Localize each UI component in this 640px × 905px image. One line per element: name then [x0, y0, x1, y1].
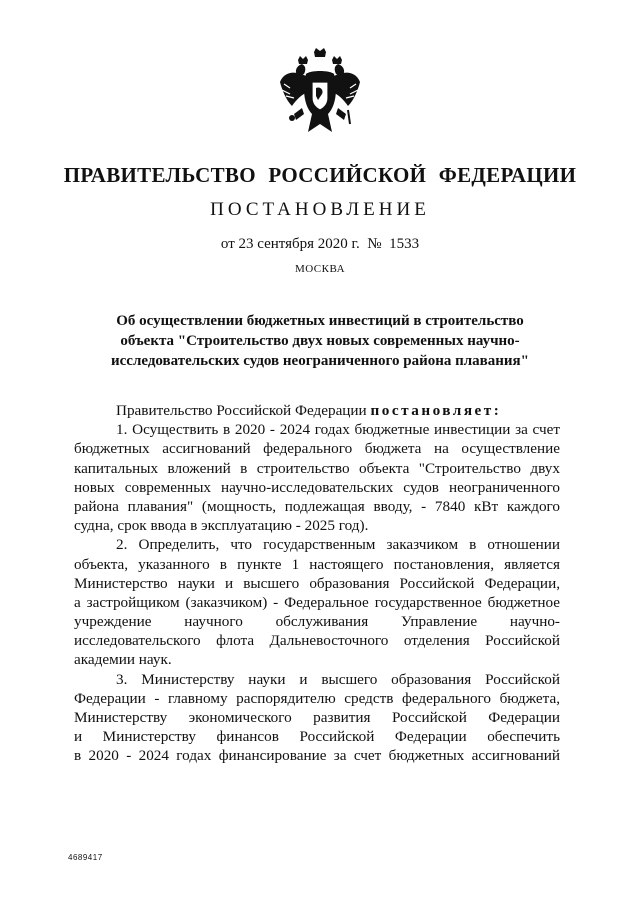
document-subject	[90, 311, 550, 371]
document-number: № 1533	[367, 236, 420, 252]
paragraph-line: Министерству экономического развития Российской Федерации	[74, 709, 560, 726]
paragraph-line: учреждение научного обслуживания Управление научно-	[74, 613, 560, 631]
preamble-emphasis: постановляет:	[370, 402, 502, 419]
paragraph-1	[74, 420, 560, 535]
paragraph-line: исследовательского флота Дальневосточного отделения Российской	[74, 632, 560, 650]
paragraph-line: 2. Определить, что государственным заказчиком в отношении	[116, 536, 560, 554]
paragraph-line: района плавания" (мощность, подлежащая вводу, - 7840 кВт каждого	[74, 497, 560, 515]
paragraph-line: Федерации - главному распорядителю средств федерального бюджета,	[74, 689, 560, 707]
document-date-number	[0, 236, 640, 253]
paragraph-3	[74, 670, 560, 766]
coat-of-arms-icon	[276, 48, 364, 144]
preamble-text: Правительство Российской Федерации	[116, 402, 371, 419]
paragraph-line: капитальных вложений в строительство объекта "Строительство двух	[74, 459, 560, 477]
paragraph-line: 1. Осуществить в 2020 - 2024 годах бюджетные инвестиции за счет	[116, 421, 560, 439]
document-id: 4689417	[68, 853, 103, 862]
document-type: ПОСТАНОВЛЕНИЕ	[210, 199, 430, 220]
document-date: от 23 сентября 2020 г.	[220, 236, 360, 252]
subject-line: исследовательских судов неограниченного района плавания"	[110, 353, 529, 369]
coat-of-arms-emblem	[276, 48, 364, 144]
paragraph-line: судна, срок ввода в эксплуатацию - 2025 год).	[74, 517, 369, 535]
paragraph-line: и Министерству финансов Российской Федерации обеспечить	[74, 728, 560, 746]
preamble	[74, 401, 560, 420]
subject-line: Об осуществлении бюджетных инвестиций в строительство	[116, 313, 524, 329]
paragraph-line: 3. Министерству науки и высшего образования Российской	[116, 670, 560, 688]
subject-line: объекта "Строительство двух новых современных научно-	[120, 333, 520, 349]
paragraph-line: новых современных научно-исследовательских судов неограниченного	[74, 478, 560, 496]
paragraph-line: академии наук.	[74, 651, 172, 669]
paragraph-line: Министерство науки и высшего образования Российской Федерации,	[74, 574, 560, 592]
document-body	[74, 401, 560, 766]
paragraph-2	[74, 535, 560, 669]
paragraph-line: бюджетных ассигнований федерального бюджета на осуществление	[74, 440, 560, 458]
paragraph-line: объекта, указанного в пункте 1 настоящего постановления, является	[74, 555, 560, 573]
paragraph-line: в 2020 - 2024 годах финансирование за счет бюджетных ассигнований	[74, 747, 560, 765]
city: МОСКВА	[294, 263, 346, 275]
government-title: ПРАВИТЕЛЬСТВО РОССИЙСКОЙ ФЕДЕРАЦИИ	[63, 163, 577, 187]
paragraph-line: а застройщиком (заказчиком) - Федеральное государственное бюджетное	[74, 593, 560, 611]
